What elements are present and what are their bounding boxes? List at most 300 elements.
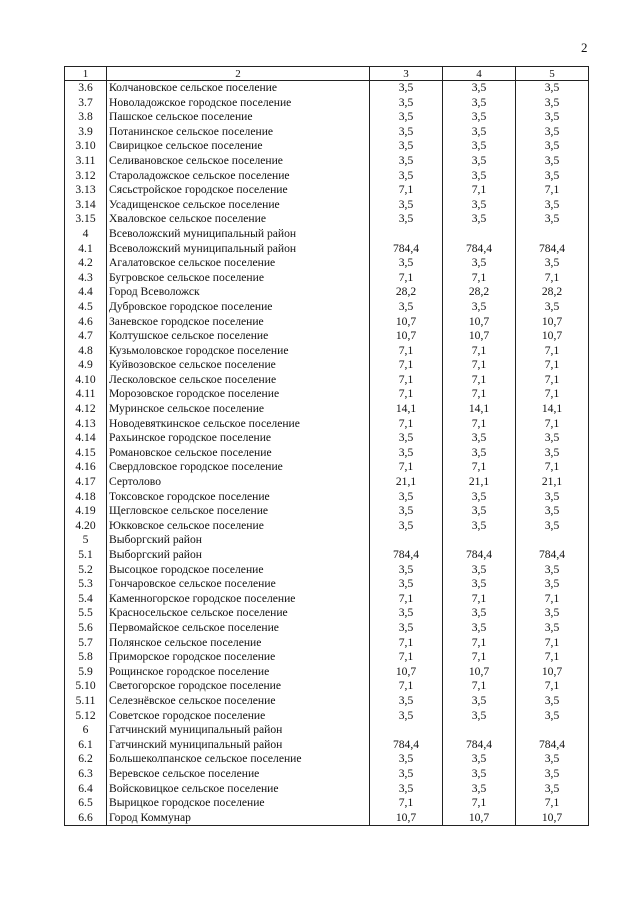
table-row: [65, 796, 589, 811]
value-col-3: 10,7: [370, 665, 443, 680]
settlement-name: Пашское сельское поселение: [107, 110, 370, 125]
value-col-5: 3,5: [516, 431, 589, 446]
table-row: [65, 329, 589, 344]
row-number: 4.15: [65, 446, 107, 461]
settlement-name: Каменногорское городское поселение: [107, 592, 370, 607]
settlement-name: Город Всеволожск: [107, 285, 370, 300]
value-col-4: 7,1: [443, 344, 516, 359]
value-col-3: 7,1: [370, 417, 443, 432]
settlement-name: Гатчинский муниципальный район: [107, 723, 370, 738]
value-col-4: 10,7: [443, 315, 516, 330]
value-col-5: 10,7: [516, 811, 589, 826]
value-col-4: 7,1: [443, 387, 516, 402]
table-row: [65, 285, 589, 300]
value-col-3: 28,2: [370, 285, 443, 300]
value-col-3: 3,5: [370, 139, 443, 154]
settlement-name: Хваловское сельское поселение: [107, 212, 370, 227]
value-col-4: 3,5: [443, 96, 516, 111]
table-row: [65, 183, 589, 198]
value-col-4: 3,5: [443, 300, 516, 315]
table-row: [65, 606, 589, 621]
value-col-3: 3,5: [370, 752, 443, 767]
value-col-5: 7,1: [516, 679, 589, 694]
value-col-3: 10,7: [370, 811, 443, 826]
settlement-name: Морозовское городское поселение: [107, 387, 370, 402]
row-number: 4.2: [65, 256, 107, 271]
value-col-5: 3,5: [516, 519, 589, 534]
value-col-3: 7,1: [370, 460, 443, 475]
data-table: [64, 66, 589, 826]
settlement-name: Муринское сельское поселение: [107, 402, 370, 417]
table-row: [65, 767, 589, 782]
row-number: 5.9: [65, 665, 107, 680]
value-col-3: 3,5: [370, 621, 443, 636]
row-number: 6.6: [65, 811, 107, 826]
value-col-3: 784,4: [370, 738, 443, 753]
table-row: [65, 139, 589, 154]
table-row: [65, 782, 589, 797]
value-col-5: 7,1: [516, 636, 589, 651]
value-col-3: 3,5: [370, 300, 443, 315]
table-row: [65, 402, 589, 417]
value-col-4: [443, 533, 516, 548]
row-number: 5.2: [65, 563, 107, 578]
settlement-name: Город Коммунар: [107, 811, 370, 826]
value-col-5: 3,5: [516, 81, 589, 96]
value-col-3: 21,1: [370, 475, 443, 490]
row-number: 6: [65, 723, 107, 738]
value-col-5: [516, 227, 589, 242]
value-col-3: 7,1: [370, 796, 443, 811]
value-col-4: 3,5: [443, 198, 516, 213]
settlement-name: Агалатовское сельское поселение: [107, 256, 370, 271]
value-col-5: 3,5: [516, 125, 589, 140]
value-col-5: 3,5: [516, 606, 589, 621]
table-row: [65, 431, 589, 446]
row-number: 3.14: [65, 198, 107, 213]
value-col-3: 10,7: [370, 329, 443, 344]
value-col-4: 28,2: [443, 285, 516, 300]
row-number: 6.1: [65, 738, 107, 753]
row-number: 3.7: [65, 96, 107, 111]
table-row: [65, 679, 589, 694]
row-number: 4.8: [65, 344, 107, 359]
value-col-5: 7,1: [516, 796, 589, 811]
row-number: 4.10: [65, 373, 107, 388]
row-number: 3.6: [65, 81, 107, 96]
value-col-5: 28,2: [516, 285, 589, 300]
row-number: 3.11: [65, 154, 107, 169]
table-row: [65, 125, 589, 140]
value-col-3: 3,5: [370, 709, 443, 724]
row-number: 4.13: [65, 417, 107, 432]
settlement-name: Светогорское городское поселение: [107, 679, 370, 694]
value-col-4: 3,5: [443, 212, 516, 227]
value-col-4: 784,4: [443, 738, 516, 753]
settlement-name: Селезнёвское сельское поселение: [107, 694, 370, 709]
value-col-4: 3,5: [443, 490, 516, 505]
value-col-4: 3,5: [443, 752, 516, 767]
value-col-4: 3,5: [443, 154, 516, 169]
value-col-5: 7,1: [516, 460, 589, 475]
value-col-3: [370, 533, 443, 548]
value-col-5: 7,1: [516, 183, 589, 198]
value-col-4: [443, 723, 516, 738]
table-row: [65, 344, 589, 359]
value-col-4: 3,5: [443, 125, 516, 140]
settlement-name: Рощинское городское поселение: [107, 665, 370, 680]
value-col-3: [370, 723, 443, 738]
table-row: [65, 563, 589, 578]
row-number: 5.12: [65, 709, 107, 724]
value-col-3: 784,4: [370, 548, 443, 563]
value-col-5: 7,1: [516, 387, 589, 402]
value-col-5: 3,5: [516, 96, 589, 111]
value-col-4: 3,5: [443, 563, 516, 578]
table-row: [65, 636, 589, 651]
row-number: 3.8: [65, 110, 107, 125]
settlement-name: Выборгский район: [107, 548, 370, 563]
value-col-4: 7,1: [443, 679, 516, 694]
table-row: [65, 519, 589, 534]
value-col-4: 7,1: [443, 796, 516, 811]
header-cell-2: 2: [107, 67, 370, 81]
row-number: 4.17: [65, 475, 107, 490]
row-number: 4: [65, 227, 107, 242]
row-number: 5.4: [65, 592, 107, 607]
value-col-5: 3,5: [516, 504, 589, 519]
row-number: 4.6: [65, 315, 107, 330]
settlement-name: Высоцкое городское поселение: [107, 563, 370, 578]
settlement-name: Выборгский район: [107, 533, 370, 548]
value-col-3: [370, 227, 443, 242]
value-col-3: 3,5: [370, 504, 443, 519]
value-col-5: 10,7: [516, 329, 589, 344]
row-number: 5.5: [65, 606, 107, 621]
value-col-5: 3,5: [516, 154, 589, 169]
value-col-5: 3,5: [516, 709, 589, 724]
settlement-name: Бугровское сельское поселение: [107, 271, 370, 286]
header-cell-5: 5: [516, 67, 589, 81]
row-number: 6.2: [65, 752, 107, 767]
settlement-name: Новодевяткинское сельское поселение: [107, 417, 370, 432]
value-col-5: 21,1: [516, 475, 589, 490]
header-cell-3: 3: [370, 67, 443, 81]
row-number: 6.4: [65, 782, 107, 797]
value-col-4: 3,5: [443, 519, 516, 534]
value-col-4: 7,1: [443, 592, 516, 607]
table-row: [65, 81, 589, 96]
settlement-name: Кузьмоловское городское поселение: [107, 344, 370, 359]
table-row: [65, 198, 589, 213]
value-col-4: 784,4: [443, 242, 516, 257]
value-col-3: 7,1: [370, 358, 443, 373]
value-col-5: 3,5: [516, 767, 589, 782]
value-col-4: 10,7: [443, 329, 516, 344]
settlement-name: Юкковское сельское поселение: [107, 519, 370, 534]
value-col-3: 3,5: [370, 154, 443, 169]
value-col-3: 3,5: [370, 446, 443, 461]
value-col-4: 3,5: [443, 446, 516, 461]
settlement-name: Всеволожский муниципальный район: [107, 242, 370, 257]
value-col-4: 3,5: [443, 139, 516, 154]
value-col-3: 7,1: [370, 592, 443, 607]
settlement-name: Гончаровское сельское поселение: [107, 577, 370, 592]
value-col-3: 3,5: [370, 256, 443, 271]
row-number: 4.14: [65, 431, 107, 446]
table-header: [65, 67, 589, 81]
row-number: 5.10: [65, 679, 107, 694]
value-col-3: 7,1: [370, 679, 443, 694]
settlement-name: Вырицкое городское поселение: [107, 796, 370, 811]
value-col-5: 10,7: [516, 665, 589, 680]
table-row: [65, 694, 589, 709]
table-row: [65, 154, 589, 169]
value-col-3: 3,5: [370, 431, 443, 446]
settlement-name: Куйвозовское сельское поселение: [107, 358, 370, 373]
value-col-5: 3,5: [516, 563, 589, 578]
value-col-4: 7,1: [443, 271, 516, 286]
table-row: [65, 256, 589, 271]
value-col-5: 3,5: [516, 139, 589, 154]
value-col-5: 3,5: [516, 752, 589, 767]
value-col-5: 10,7: [516, 315, 589, 330]
settlement-name: Колчановское сельское поселение: [107, 81, 370, 96]
value-col-4: 3,5: [443, 577, 516, 592]
settlement-name: Веревское сельское поселение: [107, 767, 370, 782]
value-col-3: 3,5: [370, 782, 443, 797]
value-col-4: 21,1: [443, 475, 516, 490]
value-col-5: 3,5: [516, 782, 589, 797]
settlement-name: Селивановское сельское поселение: [107, 154, 370, 169]
value-col-5: 3,5: [516, 169, 589, 184]
value-col-4: 3,5: [443, 504, 516, 519]
settlement-name: Новоладожское городское поселение: [107, 96, 370, 111]
page-number: 2: [581, 40, 588, 55]
table-row: [65, 212, 589, 227]
value-col-4: 7,1: [443, 373, 516, 388]
row-number: 5.7: [65, 636, 107, 651]
value-col-3: 7,1: [370, 373, 443, 388]
settlement-name: Романовское сельское поселение: [107, 446, 370, 461]
value-col-3: 3,5: [370, 125, 443, 140]
settlement-name: Всеволожский муниципальный район: [107, 227, 370, 242]
row-number: 4.20: [65, 519, 107, 534]
value-col-4: 7,1: [443, 650, 516, 665]
table-row: [65, 387, 589, 402]
settlement-name: Приморское городское поселение: [107, 650, 370, 665]
table-row: [65, 548, 589, 563]
value-col-3: 7,1: [370, 344, 443, 359]
settlement-name: Свирицкое сельское поселение: [107, 139, 370, 154]
settlement-name: Большеколпанское сельское поселение: [107, 752, 370, 767]
row-number: 3.12: [65, 169, 107, 184]
value-col-5: 3,5: [516, 694, 589, 709]
header-cell-4: 4: [443, 67, 516, 81]
value-col-4: 3,5: [443, 431, 516, 446]
row-number: 5.3: [65, 577, 107, 592]
table-row: [65, 227, 589, 242]
value-col-5: 3,5: [516, 490, 589, 505]
value-col-4: 3,5: [443, 767, 516, 782]
row-number: 4.11: [65, 387, 107, 402]
table-row: [65, 650, 589, 665]
row-number: 4.12: [65, 402, 107, 417]
table-row: [65, 533, 589, 548]
value-col-3: 3,5: [370, 110, 443, 125]
table-row: [65, 504, 589, 519]
row-number: 4.18: [65, 490, 107, 505]
row-number: 6.3: [65, 767, 107, 782]
value-col-4: 7,1: [443, 417, 516, 432]
table-row: [65, 621, 589, 636]
settlement-name: Свердловское городское поселение: [107, 460, 370, 475]
settlement-name: Дубровское городское поселение: [107, 300, 370, 315]
table-row: [65, 96, 589, 111]
value-col-4: 7,1: [443, 460, 516, 475]
value-col-3: 3,5: [370, 694, 443, 709]
row-number: 3.13: [65, 183, 107, 198]
value-col-3: 3,5: [370, 212, 443, 227]
value-col-3: 3,5: [370, 563, 443, 578]
row-number: 3.9: [65, 125, 107, 140]
row-number: 3.10: [65, 139, 107, 154]
row-number: 5.1: [65, 548, 107, 563]
settlement-name: Гатчинский муниципальный район: [107, 738, 370, 753]
value-col-4: 14,1: [443, 402, 516, 417]
table-row: [65, 271, 589, 286]
row-number: 4.1: [65, 242, 107, 257]
value-col-3: 3,5: [370, 606, 443, 621]
value-col-4: 3,5: [443, 709, 516, 724]
row-number: 5.11: [65, 694, 107, 709]
value-col-5: 7,1: [516, 358, 589, 373]
row-number: 4.5: [65, 300, 107, 315]
settlement-name: Войсковицкое сельское поселение: [107, 782, 370, 797]
row-number: 4.9: [65, 358, 107, 373]
value-col-5: 3,5: [516, 446, 589, 461]
value-col-5: 7,1: [516, 592, 589, 607]
value-col-3: 7,1: [370, 387, 443, 402]
value-col-5: 7,1: [516, 650, 589, 665]
table-row: [65, 490, 589, 505]
table-row: [65, 738, 589, 753]
row-number: 4.3: [65, 271, 107, 286]
value-col-5: 7,1: [516, 373, 589, 388]
table-row: [65, 752, 589, 767]
value-col-4: 3,5: [443, 606, 516, 621]
settlement-name: Токсовское городское поселение: [107, 490, 370, 505]
value-col-3: 3,5: [370, 519, 443, 534]
value-col-4: 3,5: [443, 694, 516, 709]
value-col-3: 7,1: [370, 636, 443, 651]
value-col-5: 3,5: [516, 212, 589, 227]
value-col-4: 3,5: [443, 256, 516, 271]
settlement-name: Заневское городское поселение: [107, 315, 370, 330]
value-col-5: 7,1: [516, 271, 589, 286]
table-row: [65, 417, 589, 432]
row-number: 5.8: [65, 650, 107, 665]
settlement-name: Сясьстройское городское поселение: [107, 183, 370, 198]
settlement-name: Рахьинское городское поселение: [107, 431, 370, 446]
header-cell-1: 1: [65, 67, 107, 81]
table-row: [65, 577, 589, 592]
table-row: [65, 475, 589, 490]
value-col-5: 784,4: [516, 242, 589, 257]
table-row: [65, 242, 589, 257]
settlement-name: Полянское сельское поселение: [107, 636, 370, 651]
value-col-3: 7,1: [370, 271, 443, 286]
table-row: [65, 110, 589, 125]
value-col-3: 3,5: [370, 169, 443, 184]
row-number: 3.15: [65, 212, 107, 227]
row-number: 4.4: [65, 285, 107, 300]
value-col-5: 7,1: [516, 344, 589, 359]
settlement-name: Советское городское поселение: [107, 709, 370, 724]
value-col-5: 7,1: [516, 417, 589, 432]
table-row: [65, 169, 589, 184]
value-col-5: 3,5: [516, 300, 589, 315]
table-row: [65, 665, 589, 680]
table-row: [65, 358, 589, 373]
value-col-4: 784,4: [443, 548, 516, 563]
value-col-5: 14,1: [516, 402, 589, 417]
value-col-5: 784,4: [516, 548, 589, 563]
table-row: [65, 723, 589, 738]
table-row: [65, 446, 589, 461]
header-row: [65, 67, 589, 81]
value-col-5: 784,4: [516, 738, 589, 753]
row-number: 4.7: [65, 329, 107, 344]
value-col-3: 3,5: [370, 81, 443, 96]
settlement-name: Красносельское сельское поселение: [107, 606, 370, 621]
value-col-3: 10,7: [370, 315, 443, 330]
value-col-4: 7,1: [443, 636, 516, 651]
value-col-3: 7,1: [370, 183, 443, 198]
value-col-4: 10,7: [443, 665, 516, 680]
value-col-4: 7,1: [443, 358, 516, 373]
row-number: 6.5: [65, 796, 107, 811]
value-col-3: 3,5: [370, 490, 443, 505]
table-row: [65, 373, 589, 388]
value-col-5: 3,5: [516, 198, 589, 213]
value-col-4: 3,5: [443, 169, 516, 184]
value-col-3: 14,1: [370, 402, 443, 417]
value-col-4: 3,5: [443, 782, 516, 797]
value-col-5: 3,5: [516, 621, 589, 636]
settlement-name: Щегловское сельское поселение: [107, 504, 370, 519]
value-col-4: 7,1: [443, 183, 516, 198]
row-number: 4.16: [65, 460, 107, 475]
table-row: [65, 592, 589, 607]
settlement-name: Сертолово: [107, 475, 370, 490]
value-col-4: 3,5: [443, 621, 516, 636]
value-col-3: 3,5: [370, 767, 443, 782]
table-row: [65, 811, 589, 826]
value-col-4: [443, 227, 516, 242]
value-col-5: [516, 533, 589, 548]
value-col-3: 3,5: [370, 96, 443, 111]
value-col-5: 3,5: [516, 110, 589, 125]
value-col-3: 3,5: [370, 198, 443, 213]
value-col-3: 7,1: [370, 650, 443, 665]
value-col-4: 10,7: [443, 811, 516, 826]
value-col-5: 3,5: [516, 577, 589, 592]
value-col-3: 3,5: [370, 577, 443, 592]
table-row: [65, 709, 589, 724]
value-col-3: 784,4: [370, 242, 443, 257]
row-number: 5.6: [65, 621, 107, 636]
